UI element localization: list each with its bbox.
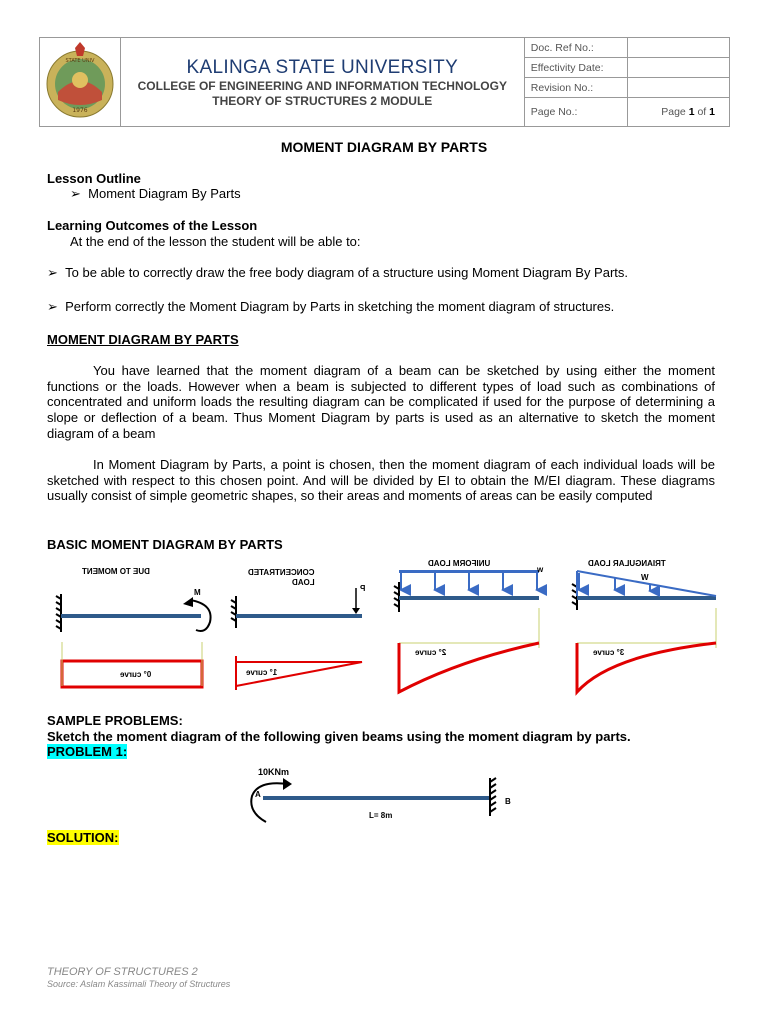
d2-load-label: P	[360, 584, 366, 593]
d2-curve-label: 1° curve	[246, 668, 278, 677]
beam	[263, 796, 491, 800]
bullet-arrow-icon: ➢	[47, 299, 58, 314]
module-name: THEORY OF STRUCTURES 2 MODULE	[212, 94, 433, 108]
point-b-label: B	[505, 797, 511, 806]
d3-load-label: w	[537, 565, 544, 574]
page-no-value: Page 1 of 1	[627, 98, 729, 127]
university-seal-icon	[42, 40, 118, 120]
revision-label: Revision No.:	[524, 78, 627, 98]
effectivity-date-value	[627, 58, 729, 78]
bullet-arrow-icon: ➢	[47, 265, 58, 280]
doc-ref-value	[627, 38, 729, 58]
sample-problems-heading: SAMPLE PROBLEMS:	[47, 713, 183, 728]
d4-curve-label: 3° curve	[593, 648, 625, 657]
d1-load-label: M	[194, 588, 201, 597]
point-a-label: A	[255, 790, 261, 799]
paragraph-2: In Moment Diagram by Parts, a point is chosen, then the moment diagram of each individual loads will be sketched with respect to this chosen point. And will be divided by EI to obtain the M/EI diagram. These diagrams usually consist of simple geometric shapes, so their areas and moments of areas can be easily computed	[47, 457, 715, 504]
diagram-triangular-load	[572, 571, 716, 692]
lesson-outline-heading: Lesson Outline	[47, 171, 141, 186]
college-name: COLLEGE OF ENGINEERING AND INFORMATION TECHNOLOGY	[137, 79, 507, 93]
d4-load-label: W	[641, 573, 649, 582]
solution-label: SOLUTION:	[47, 830, 119, 845]
page-no-label: Page No.:	[524, 98, 627, 127]
svg-text:STATE UNIV: STATE UNIV	[65, 57, 95, 64]
section-heading: MOMENT DIAGRAM BY PARTS	[47, 332, 239, 347]
d1-title: DUE TO MOMENT	[82, 567, 150, 576]
sample-instruction: Sketch the moment diagram of the following given beams using the moment diagram by parts.	[47, 729, 631, 744]
d2-title: CONCENTRATED LOAD	[248, 568, 315, 587]
outcome-item: ➢ Perform correctly the Moment Diagram by Parts in sketching the moment diagram of structures.	[47, 299, 615, 314]
outcome-item: ➢ To be able to correctly draw the free body diagram of a structure using Moment Diagram By Parts.	[47, 265, 629, 280]
learning-outcomes-heading: Learning Outcomes of the Lesson	[47, 218, 258, 233]
beam	[61, 614, 201, 618]
svg-text:1976: 1976	[72, 106, 88, 114]
beam	[577, 596, 716, 600]
beam	[399, 596, 539, 600]
problem-1-label: PROBLEM 1:	[47, 744, 128, 759]
footer-source: Source: Aslam Kassimali Theory of Structures	[47, 979, 231, 989]
logo-cell	[40, 38, 121, 127]
paragraph-1: You have learned that the moment diagram of a beam can be sketched by using either the moment functions or the loads. However when a beam is subjected to different types of load such as combinations of concentrated and uniform loads the resulting diagram can be complicated if used for the purpose of determining a slope or deflection of a beam. Thus Moment Diagram by parts is used as an alternative to sketch the moment diagram of a beam	[47, 363, 715, 441]
beam	[236, 614, 362, 618]
moment-value-label: 10KNm	[258, 767, 290, 777]
title-cell	[120, 38, 524, 127]
learning-outcomes-intro: At the end of the lesson the student will be able to:	[70, 234, 361, 249]
d3-curve-label: 2° curve	[415, 648, 447, 657]
length-label: L= 8m	[369, 811, 393, 820]
document-header	[39, 37, 730, 127]
footer-course: THEORY OF STRUCTURES 2	[47, 966, 198, 978]
d1-curve-label: 0° curve	[120, 670, 152, 679]
bullet-arrow-icon: ➢	[70, 186, 81, 201]
revision-value	[627, 78, 729, 98]
basic-diagram-heading: BASIC MOMENT DIAGRAM BY PARTS	[47, 537, 283, 552]
doc-ref-label: Doc. Ref No.:	[524, 38, 627, 58]
d3-title: UNIFORM LOAD	[428, 559, 491, 568]
university-name: KALINGA STATE UNIVERSITY	[186, 57, 459, 78]
effectivity-date-label: Effectivity Date:	[524, 58, 627, 78]
d4-title: TRIANGULAR LOAD	[588, 559, 666, 568]
page-title: MOMENT DIAGRAM BY PARTS	[280, 139, 488, 155]
diagram-uniform-load	[394, 570, 539, 692]
lesson-outline-item: ➢ Moment Diagram By Parts	[70, 186, 241, 201]
